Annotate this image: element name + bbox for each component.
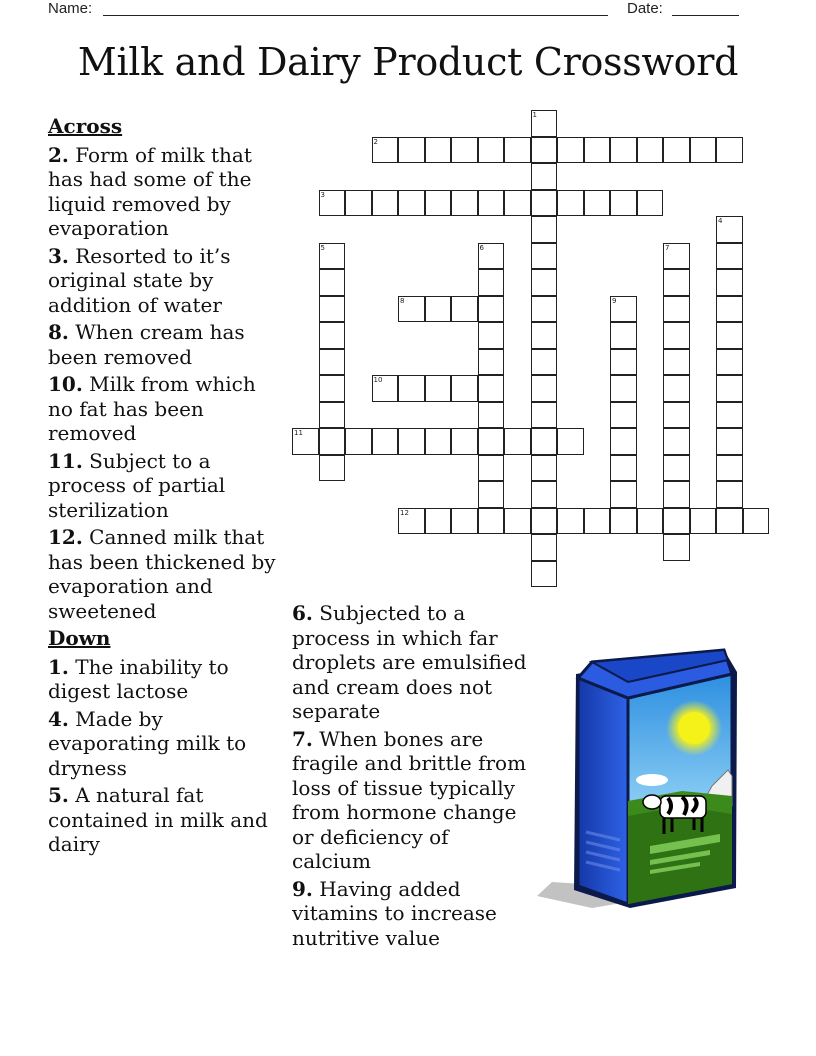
grid-cell[interactable] bbox=[531, 375, 558, 402]
grid-cell[interactable] bbox=[398, 296, 425, 323]
grid-cell[interactable] bbox=[478, 296, 505, 323]
grid-cell[interactable] bbox=[372, 375, 399, 402]
grid-cell[interactable] bbox=[531, 534, 558, 561]
milk-carton-icon bbox=[532, 646, 742, 916]
clue-text: Resorted to it’s original state by addition of water bbox=[48, 243, 231, 317]
grid-cell[interactable] bbox=[531, 243, 558, 270]
grid-cell[interactable] bbox=[531, 481, 558, 508]
grid-cell[interactable] bbox=[663, 402, 690, 429]
clue-across-11 bbox=[48, 449, 284, 523]
grid-cell[interactable] bbox=[637, 508, 664, 535]
grid-cell[interactable] bbox=[319, 349, 346, 376]
grid-cell[interactable] bbox=[663, 322, 690, 349]
grid-cell[interactable] bbox=[716, 402, 743, 429]
grid-cell[interactable] bbox=[663, 534, 690, 561]
grid-cell[interactable] bbox=[372, 428, 399, 455]
grid-cell[interactable] bbox=[716, 296, 743, 323]
grid-cell[interactable] bbox=[319, 296, 346, 323]
grid-cell[interactable] bbox=[663, 137, 690, 164]
grid-cell[interactable] bbox=[743, 508, 770, 535]
grid-cell[interactable] bbox=[716, 375, 743, 402]
grid-cell[interactable] bbox=[531, 428, 558, 455]
page-title: Milk and Dairy Product Crossword bbox=[77, 40, 739, 84]
grid-cell[interactable] bbox=[637, 190, 664, 217]
grid-cell[interactable] bbox=[531, 455, 558, 482]
grid-cell[interactable] bbox=[451, 190, 478, 217]
down-heading: Down bbox=[48, 626, 111, 650]
grid-cell[interactable] bbox=[663, 269, 690, 296]
grid-cell[interactable] bbox=[610, 296, 637, 323]
grid-cell[interactable] bbox=[716, 428, 743, 455]
cell-number: 5 bbox=[320, 243, 325, 252]
cell-number: 11 bbox=[294, 429, 303, 437]
grid-cell[interactable] bbox=[690, 137, 717, 164]
grid-cell[interactable] bbox=[531, 216, 558, 243]
grid-cell[interactable] bbox=[663, 375, 690, 402]
grid-cell[interactable] bbox=[716, 508, 743, 535]
grid-cell[interactable] bbox=[531, 296, 558, 323]
grid-cell[interactable] bbox=[504, 508, 531, 535]
grid-cell[interactable] bbox=[478, 349, 505, 376]
grid-cell[interactable] bbox=[345, 428, 372, 455]
grid-cell[interactable] bbox=[716, 243, 743, 270]
clue-across-2 bbox=[48, 143, 284, 241]
grid-cell[interactable] bbox=[663, 481, 690, 508]
grid-cell[interactable] bbox=[531, 163, 558, 190]
clue-column-right bbox=[292, 601, 532, 953]
grid-cell[interactable] bbox=[663, 296, 690, 323]
grid-cell[interactable] bbox=[372, 190, 399, 217]
clue-number: 11. bbox=[48, 448, 83, 473]
clue-down-4 bbox=[48, 707, 284, 781]
clue-text: Canned milk that has been thickened by evaporation and sweetened bbox=[48, 525, 276, 623]
grid-cell[interactable] bbox=[716, 455, 743, 482]
grid-cell[interactable] bbox=[584, 190, 611, 217]
grid-cell[interactable] bbox=[292, 428, 319, 455]
clue-down-7 bbox=[292, 727, 532, 874]
grid-cell[interactable] bbox=[531, 508, 558, 535]
grid-cell[interactable] bbox=[716, 216, 743, 243]
clue-text: Having added vitamins to increase nutritive value bbox=[292, 876, 497, 950]
grid-cell[interactable] bbox=[425, 375, 452, 402]
grid-cell[interactable] bbox=[319, 455, 346, 482]
grid-cell[interactable] bbox=[610, 190, 637, 217]
clue-down-9 bbox=[292, 877, 532, 951]
grid-cell[interactable] bbox=[504, 190, 531, 217]
grid-cell[interactable] bbox=[531, 349, 558, 376]
clue-number: 7. bbox=[292, 726, 313, 751]
clue-number: 4. bbox=[48, 706, 69, 731]
grid-cell[interactable] bbox=[504, 137, 531, 164]
clue-text: Made by evaporating milk to dryness bbox=[48, 706, 247, 780]
clue-text: Subject to a process of partial sterilization bbox=[48, 448, 226, 522]
grid-cell[interactable] bbox=[451, 137, 478, 164]
grid-cell[interactable] bbox=[663, 349, 690, 376]
clue-text: Milk from which no fat has been removed bbox=[48, 372, 256, 445]
grid-cell[interactable] bbox=[425, 428, 452, 455]
cell-number: 6 bbox=[479, 243, 484, 252]
grid-cell[interactable] bbox=[557, 428, 584, 455]
grid-cell[interactable] bbox=[478, 243, 505, 270]
grid-cell[interactable] bbox=[398, 375, 425, 402]
grid-cell[interactable] bbox=[478, 322, 505, 349]
grid-cell[interactable] bbox=[398, 190, 425, 217]
grid-cell[interactable] bbox=[372, 137, 399, 164]
grid-cell[interactable] bbox=[557, 190, 584, 217]
clue-text: Subjected to a process in which far droplets are emulsified and cream does not separate bbox=[292, 601, 527, 723]
grid-cell[interactable] bbox=[478, 402, 505, 429]
header bbox=[0, 0, 816, 22]
clue-text: A natural fat contained in milk and dairy bbox=[48, 783, 268, 856]
date-field[interactable] bbox=[672, 15, 739, 16]
grid-cell[interactable] bbox=[690, 508, 717, 535]
grid-cell[interactable] bbox=[478, 455, 505, 482]
grid-cell[interactable] bbox=[610, 402, 637, 429]
clue-number: 6. bbox=[292, 601, 313, 625]
grid-cell[interactable] bbox=[425, 296, 452, 323]
grid-cell[interactable] bbox=[319, 269, 346, 296]
grid-cell[interactable] bbox=[478, 428, 505, 455]
grid-cell[interactable] bbox=[716, 481, 743, 508]
grid-cell[interactable] bbox=[716, 269, 743, 296]
grid-cell[interactable] bbox=[478, 375, 505, 402]
grid-cell[interactable] bbox=[663, 508, 690, 535]
grid-cell[interactable] bbox=[319, 243, 346, 270]
grid-cell[interactable] bbox=[478, 137, 505, 164]
grid-cell[interactable] bbox=[663, 428, 690, 455]
clue-number: 2. bbox=[48, 142, 69, 167]
grid-cell[interactable] bbox=[716, 137, 743, 164]
cell-number: 12 bbox=[400, 508, 409, 517]
cell-number: 4 bbox=[718, 217, 723, 225]
grid-cell[interactable] bbox=[584, 137, 611, 164]
grid-cell[interactable] bbox=[451, 428, 478, 455]
grid-cell[interactable] bbox=[610, 137, 637, 164]
clue-down-6 bbox=[292, 601, 532, 724]
cell-number: 3 bbox=[320, 190, 325, 199]
clue-number: 3. bbox=[48, 243, 69, 268]
grid-cell[interactable] bbox=[584, 508, 611, 535]
cell-number: 10 bbox=[373, 376, 383, 384]
grid-cell[interactable] bbox=[531, 190, 558, 217]
grid-cell[interactable] bbox=[425, 508, 452, 535]
grid-cell[interactable] bbox=[319, 402, 346, 429]
grid-cell[interactable] bbox=[478, 190, 505, 217]
grid-cell[interactable] bbox=[425, 190, 452, 217]
grid-cell[interactable] bbox=[319, 190, 346, 217]
clue-across-10 bbox=[48, 372, 284, 446]
clue-number: 8. bbox=[48, 320, 69, 344]
clue-number: 10. bbox=[48, 372, 83, 396]
grid-cell[interactable] bbox=[610, 375, 637, 402]
name-field[interactable] bbox=[103, 15, 608, 16]
grid-cell[interactable] bbox=[319, 375, 346, 402]
clue-down-5 bbox=[48, 783, 284, 857]
grid-cell[interactable] bbox=[451, 296, 478, 323]
grid-cell[interactable] bbox=[345, 190, 372, 217]
grid-cell[interactable] bbox=[398, 137, 425, 164]
grid-cell[interactable] bbox=[319, 428, 346, 455]
grid-cell[interactable] bbox=[663, 243, 690, 270]
grid-cell[interactable] bbox=[557, 137, 584, 164]
grid-cell[interactable] bbox=[531, 322, 558, 349]
date-label: Date: bbox=[627, 0, 663, 17]
grid-cell[interactable] bbox=[478, 481, 505, 508]
grid-cell[interactable] bbox=[610, 508, 637, 535]
grid-cell[interactable] bbox=[425, 137, 452, 164]
clue-down-1 bbox=[48, 655, 284, 704]
cell-number: 7 bbox=[665, 243, 670, 252]
clue-number: 12. bbox=[48, 525, 83, 549]
grid-cell[interactable] bbox=[478, 508, 505, 535]
clue-across-3 bbox=[48, 244, 284, 318]
grid-cell[interactable] bbox=[504, 428, 531, 455]
clue-text: When cream has been removed bbox=[48, 320, 245, 369]
name-label: Name: bbox=[48, 0, 93, 17]
grid-cell[interactable] bbox=[398, 428, 425, 455]
clue-across-12 bbox=[48, 525, 284, 623]
grid-cell[interactable] bbox=[531, 137, 558, 164]
grid-cell[interactable] bbox=[557, 508, 584, 535]
grid-cell[interactable] bbox=[531, 110, 558, 137]
grid-cell[interactable] bbox=[716, 349, 743, 376]
clue-number: 5. bbox=[48, 783, 69, 807]
grid-cell[interactable] bbox=[610, 428, 637, 455]
clue-text: When bones are fragile and brittle from loss of tissue typically from hormone change or deficiency of calcium bbox=[292, 726, 527, 873]
grid-cell[interactable] bbox=[610, 322, 637, 349]
grid-cell[interactable] bbox=[610, 455, 637, 482]
grid-cell[interactable] bbox=[610, 349, 637, 376]
grid-cell[interactable] bbox=[531, 269, 558, 296]
grid-cell[interactable] bbox=[319, 322, 346, 349]
grid-cell[interactable] bbox=[531, 561, 558, 588]
grid-cell[interactable] bbox=[531, 402, 558, 429]
clue-text: The inability to digest lactose bbox=[48, 654, 229, 703]
grid-cell[interactable] bbox=[451, 375, 478, 402]
cell-number: 1 bbox=[532, 111, 537, 119]
cell-number: 2 bbox=[373, 137, 378, 146]
clue-number: 1. bbox=[48, 654, 69, 679]
clue-column-left bbox=[48, 114, 284, 860]
grid-cell[interactable] bbox=[610, 481, 637, 508]
grid-cell[interactable] bbox=[451, 508, 478, 535]
cell-number: 8 bbox=[400, 296, 405, 305]
clue-number: 9. bbox=[292, 876, 313, 901]
grid-cell[interactable] bbox=[637, 137, 664, 164]
across-heading: Across bbox=[48, 114, 123, 138]
grid-cell[interactable] bbox=[478, 269, 505, 296]
grid-cell[interactable] bbox=[716, 322, 743, 349]
clue-across-8 bbox=[48, 320, 284, 369]
cell-number: 9 bbox=[612, 296, 617, 305]
grid-cell[interactable] bbox=[398, 508, 425, 535]
grid-cell[interactable] bbox=[663, 455, 690, 482]
clue-text: Form of milk that has had some of the liquid removed by evaporation bbox=[48, 142, 252, 240]
